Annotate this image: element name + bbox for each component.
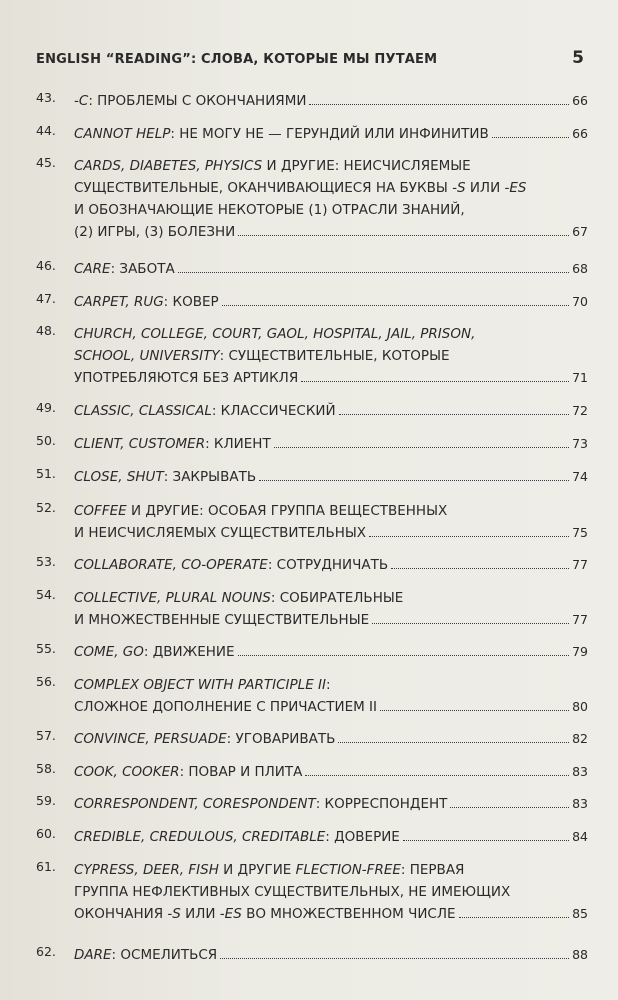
english-term: SCHOOL, UNIVERSITY xyxy=(74,348,220,364)
entry-title-line xyxy=(74,90,588,112)
running-title: ENGLISH “READING”: СЛОВА, КОТОРЫЕ МЫ ПУТАЕМ xyxy=(36,52,438,67)
entry-title-line xyxy=(74,155,588,177)
russian-text: ОКОНЧАНИЯ xyxy=(74,906,168,922)
russian-text: : НЕ МОГУ НЕ — ГЕРУНДИЙ ИЛИ ИНФИНИТИВ xyxy=(170,126,489,142)
entry-title xyxy=(74,323,588,389)
russian-text: ГРУППА НЕФЛЕКТИВНЫХ СУЩЕСТВИТЕЛЬНЫХ, НЕ ИМЕЮЩИХ xyxy=(74,884,511,900)
dot-leader xyxy=(459,916,570,918)
entry-title-line xyxy=(74,826,588,848)
entry-title-line xyxy=(74,554,588,576)
page-number: 5 xyxy=(572,48,584,68)
russian-text: : КОРРЕСПОНДЕНТ xyxy=(315,796,448,812)
entry-title-text xyxy=(74,761,302,783)
entry-title-line xyxy=(74,587,588,609)
entry-title-line xyxy=(74,177,588,199)
entry-title-text xyxy=(74,826,400,848)
entry-title-line xyxy=(74,903,588,925)
entry-page-number: 73 xyxy=(572,436,588,451)
entry-title-text xyxy=(74,609,369,631)
english-term: CREDIBLE, CREDULOUS, CREDITABLE xyxy=(74,829,326,845)
dot-leader xyxy=(301,380,569,382)
dot-leader xyxy=(238,654,570,656)
entry-page-number: 70 xyxy=(572,294,588,309)
dot-leader xyxy=(178,271,569,273)
entry-page-number: 71 xyxy=(572,370,588,385)
entry-title xyxy=(74,761,588,783)
entry-number: 57. xyxy=(36,728,56,743)
entry-title-text xyxy=(74,202,465,218)
entry-title xyxy=(74,400,588,422)
entry-number: 47. xyxy=(36,291,56,306)
dot-leader xyxy=(238,234,569,236)
entry-title xyxy=(74,554,588,576)
english-term: CHURCH, COLLEGE, COURT, GAOL, HOSPITAL, JAIL, PRISON, xyxy=(74,326,476,342)
entry-title-text xyxy=(74,221,235,243)
entry-number: 43. xyxy=(36,90,56,105)
dot-leader xyxy=(450,806,569,808)
entry-title-line xyxy=(74,323,588,345)
russian-text: И ДРУГИЕ xyxy=(218,862,296,878)
dot-leader xyxy=(339,413,569,415)
entry-page-number: 66 xyxy=(572,93,588,108)
entry-title-line xyxy=(74,221,588,243)
russian-text: : ЗАБОТА xyxy=(110,261,175,277)
entry-title-text xyxy=(74,728,335,750)
entry-title-text xyxy=(74,400,336,422)
entry-title xyxy=(74,674,588,718)
entry-number: 54. xyxy=(36,587,56,602)
entry-title-text xyxy=(74,258,175,280)
entry-number: 48. xyxy=(36,323,56,338)
english-term: COOK, COOKER xyxy=(74,764,180,780)
entry-title-line xyxy=(74,291,588,313)
russian-text: И ОБОЗНАЧАЮЩИЕ НЕКОТОРЫЕ (1) ОТРАСЛИ ЗНАНИЙ, xyxy=(74,202,465,218)
entry-title-line xyxy=(74,641,588,663)
russian-text: : ПРОБЛЕМЫ С ОКОНЧАНИЯМИ xyxy=(88,93,307,109)
english-term: -S xyxy=(167,906,181,922)
english-term: CLOSE, SHUT xyxy=(74,469,164,485)
russian-text: : УГОВАРИВАТЬ xyxy=(226,731,336,747)
dot-leader xyxy=(222,304,569,306)
russian-text: И НЕИСЧИСЛЯЕМЫХ СУЩЕСТВИТЕЛЬНЫХ xyxy=(74,525,367,541)
entry-number: 44. xyxy=(36,123,56,138)
entry-title xyxy=(74,859,588,925)
entry-page-number: 79 xyxy=(572,644,588,659)
entry-title xyxy=(74,90,588,112)
entry-number: 59. xyxy=(36,793,56,808)
russian-text: СУЩЕСТВИТЕЛЬНЫЕ, ОКАНЧИВАЮЩИЕСЯ НА БУКВЫ xyxy=(74,180,453,196)
english-term: COME, GO xyxy=(74,644,144,660)
entry-title-line xyxy=(74,345,588,367)
entry-title xyxy=(74,466,588,488)
russian-text: : ПЕРВАЯ xyxy=(400,862,465,878)
entry-title xyxy=(74,291,588,313)
entry-title-text xyxy=(74,291,219,313)
entry-title-text xyxy=(74,123,489,145)
english-term: CARDS, DIABETES, PHYSICS xyxy=(74,158,263,174)
russian-text: И ДРУГИЕ: НЕИСЧИСЛЯЕМЫЕ xyxy=(262,158,471,174)
entry-title-line xyxy=(74,400,588,422)
russian-text: : ПОВАР И ПЛИТА xyxy=(179,764,303,780)
entry-title-text xyxy=(74,677,331,693)
entry-title-text xyxy=(74,180,526,196)
dot-leader xyxy=(305,774,569,776)
entry-title-line xyxy=(74,123,588,145)
english-term: COLLECTIVE, PLURAL NOUNS xyxy=(74,590,271,606)
entry-title-text xyxy=(74,641,235,663)
entry-title-line xyxy=(74,881,588,903)
entry-title-text xyxy=(74,503,447,519)
russian-text: ИЛИ xyxy=(465,180,505,196)
entry-number: 52. xyxy=(36,500,56,515)
entry-title xyxy=(74,433,588,455)
russian-text: И МНОЖЕСТВЕННЫЕ СУЩЕСТВИТЕЛЬНЫЕ xyxy=(74,612,370,628)
dot-leader xyxy=(338,741,569,743)
entry-title xyxy=(74,587,588,631)
english-term: COFFEE xyxy=(74,503,127,519)
entry-number: 50. xyxy=(36,433,56,448)
entry-title-text xyxy=(74,554,388,576)
entry-title xyxy=(74,728,588,750)
page-header xyxy=(36,48,584,68)
entry-title xyxy=(74,793,588,815)
russian-text: СЛОЖНОЕ ДОПОЛНЕНИЕ С ПРИЧАСТИЕМ II xyxy=(74,699,377,715)
entry-page-number: 67 xyxy=(572,224,588,239)
entry-title xyxy=(74,155,588,243)
english-term: CYPRESS, DEER, FISH xyxy=(74,862,219,878)
entry-title xyxy=(74,258,588,280)
entry-page-number: 83 xyxy=(572,764,588,779)
entry-number: 61. xyxy=(36,859,56,874)
entry-title xyxy=(74,500,588,544)
dot-leader xyxy=(380,709,569,711)
english-term: DARE xyxy=(74,947,112,963)
entry-title-text xyxy=(74,590,403,606)
entry-title-line xyxy=(74,728,588,750)
entry-title-line xyxy=(74,696,588,718)
entry-page-number: 75 xyxy=(572,525,588,540)
entry-page-number: 84 xyxy=(572,829,588,844)
russian-text: : ДОВЕРИЕ xyxy=(325,829,400,845)
entry-title-text xyxy=(74,348,450,364)
dot-leader xyxy=(309,103,569,105)
entry-title-line xyxy=(74,522,588,544)
entry-title-text xyxy=(74,326,475,342)
entry-title xyxy=(74,641,588,663)
entry-title-line xyxy=(74,500,588,522)
entry-title xyxy=(74,123,588,145)
english-term: COLLABORATE, CO-OPERATE xyxy=(74,557,268,573)
dot-leader xyxy=(492,136,569,138)
entry-page-number: 77 xyxy=(572,557,588,572)
dot-leader xyxy=(259,479,569,481)
english-term: CARE xyxy=(74,261,111,277)
russian-text: ИЛИ xyxy=(180,906,220,922)
entry-number: 49. xyxy=(36,400,56,415)
entry-title-text xyxy=(74,90,306,112)
russian-text: (2) ИГРЫ, (3) БОЛЕЗНИ xyxy=(74,224,236,240)
entry-title-text xyxy=(74,433,271,455)
russian-text: : ДВИЖЕНИЕ xyxy=(143,644,235,660)
entry-title-text xyxy=(74,522,366,544)
entry-number: 62. xyxy=(36,944,56,959)
entry-title xyxy=(74,826,588,848)
entry-title-line xyxy=(74,258,588,280)
entry-page-number: 83 xyxy=(572,796,588,811)
russian-text: : КОВЕР xyxy=(163,294,219,310)
entry-page-number: 80 xyxy=(572,699,588,714)
entry-page-number: 82 xyxy=(572,731,588,746)
russian-text: : СОТРУДНИЧАТЬ xyxy=(267,557,389,573)
entry-page-number: 74 xyxy=(572,469,588,484)
entry-title-line xyxy=(74,761,588,783)
entry-title-text xyxy=(74,862,464,878)
entry-title-line xyxy=(74,367,588,389)
entry-title-text xyxy=(74,884,510,900)
entry-title-text xyxy=(74,793,447,815)
entry-title-text xyxy=(74,158,471,174)
english-term: -S xyxy=(452,180,466,196)
entry-number: 46. xyxy=(36,258,56,273)
entry-page-number: 77 xyxy=(572,612,588,627)
entry-title-text xyxy=(74,903,456,925)
entry-number: 55. xyxy=(36,641,56,656)
entry-number: 58. xyxy=(36,761,56,776)
dot-leader xyxy=(220,957,569,959)
english-term: -ES xyxy=(219,906,242,922)
english-term: CORRESPONDENT, CORESPONDENT xyxy=(74,796,316,812)
entry-number: 60. xyxy=(36,826,56,841)
entry-page-number: 66 xyxy=(572,126,588,141)
entry-number: 56. xyxy=(36,674,56,689)
entry-title-line xyxy=(74,859,588,881)
entry-number: 53. xyxy=(36,554,56,569)
english-term: CLIENT, CUSTOMER xyxy=(74,436,206,452)
dot-leader xyxy=(369,535,569,537)
russian-text: : ЗАКРЫВАТЬ xyxy=(163,469,257,485)
entry-title-line xyxy=(74,199,588,221)
entry-title-text xyxy=(74,696,377,718)
russian-text: И ДРУГИЕ: ОСОБАЯ ГРУППА ВЕЩЕСТВЕННЫХ xyxy=(126,503,448,519)
entry-title-line xyxy=(74,944,588,966)
entry-title-line xyxy=(74,466,588,488)
english-term: CANNOT HELP xyxy=(74,126,171,142)
russian-text: : ОСМЕЛИТЬСЯ xyxy=(111,947,218,963)
dot-leader xyxy=(403,839,569,841)
entry-title-line xyxy=(74,674,588,696)
russian-text: : xyxy=(325,677,331,693)
entry-title xyxy=(74,944,588,966)
russian-text: УПОТРЕБЛЯЮТСЯ БЕЗ АРТИКЛЯ xyxy=(74,370,299,386)
russian-text: : КЛИЕНТ xyxy=(205,436,271,452)
english-term: CLASSIC, CLASSICAL xyxy=(74,403,212,419)
english-term: FLECTION-FREE xyxy=(295,862,401,878)
entry-number: 45. xyxy=(36,155,56,170)
english-term: CONVINCE, PERSUADE xyxy=(74,731,227,747)
english-term: CARPET, RUG xyxy=(74,294,164,310)
russian-text: : КЛАССИЧЕСКИЙ xyxy=(211,403,336,419)
entry-title-text xyxy=(74,367,298,389)
dot-leader xyxy=(391,567,569,569)
english-term: -ES xyxy=(504,180,527,196)
entry-page-number: 68 xyxy=(572,261,588,276)
dot-leader xyxy=(274,446,569,448)
dot-leader xyxy=(372,622,569,624)
entry-title-line xyxy=(74,433,588,455)
russian-text: ВО МНОЖЕСТВЕННОМ ЧИСЛЕ xyxy=(241,906,456,922)
entry-title-text xyxy=(74,944,217,966)
entry-title-line xyxy=(74,793,588,815)
entry-title-text xyxy=(74,466,256,488)
entry-title-line xyxy=(74,609,588,631)
entry-number: 51. xyxy=(36,466,56,481)
english-term: COMPLEX OBJECT WITH PARTICIPLE II xyxy=(74,677,326,693)
entry-page-number: 72 xyxy=(572,403,588,418)
entry-page-number: 85 xyxy=(572,906,588,921)
english-term: -C xyxy=(74,93,89,109)
russian-text: : СОБИРАТЕЛЬНЫЕ xyxy=(270,590,404,606)
russian-text: : СУЩЕСТВИТЕЛЬНЫЕ, КОТОРЫЕ xyxy=(219,348,450,364)
entry-page-number: 88 xyxy=(572,947,588,962)
